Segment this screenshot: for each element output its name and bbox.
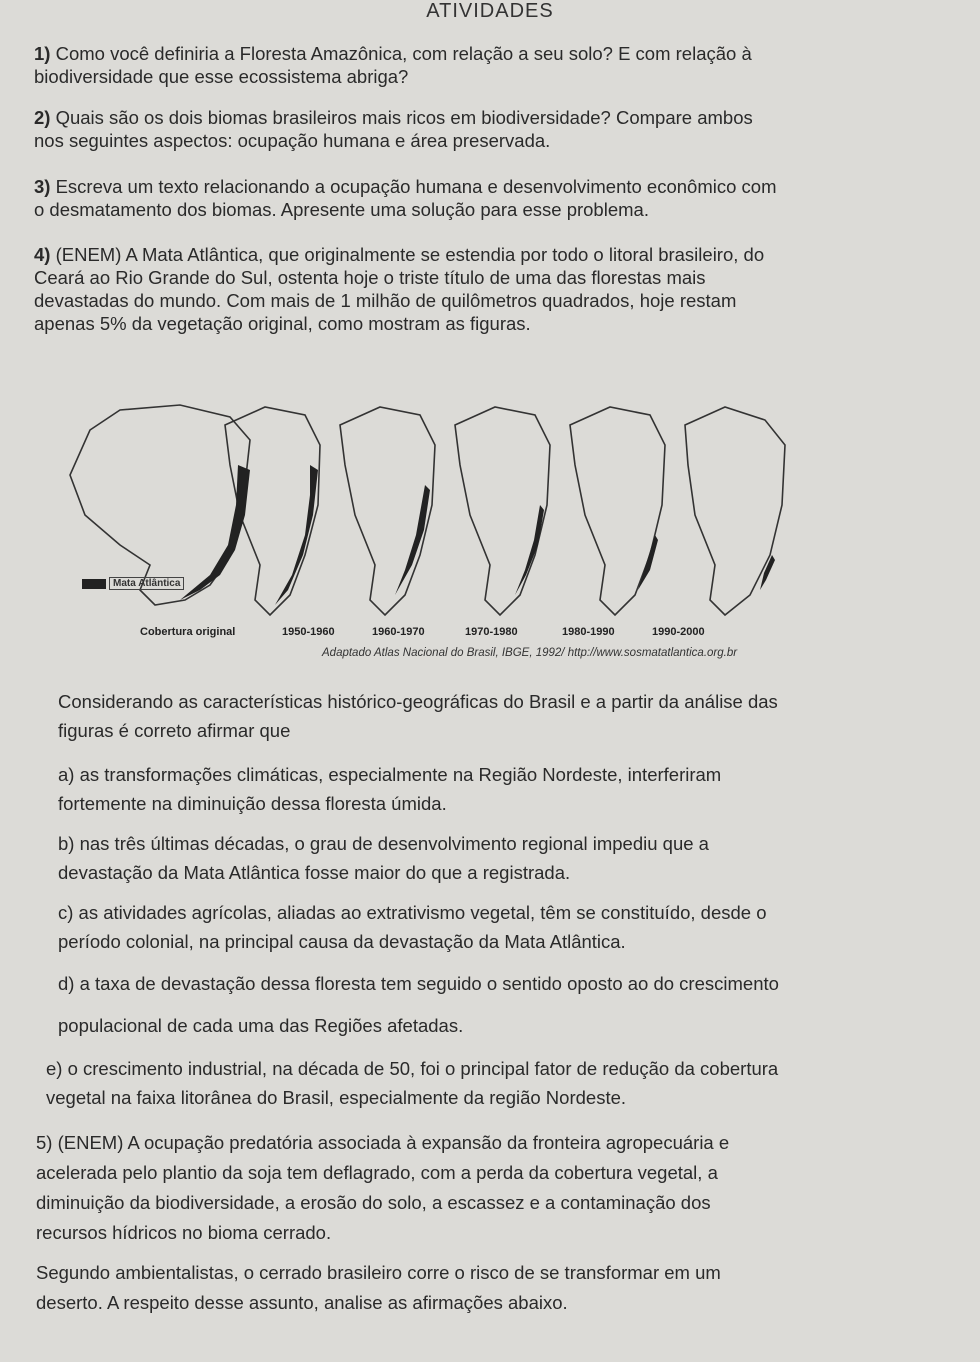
forest-coverage-1970 [515, 505, 544, 595]
map-year-label: 1990-2000 [652, 626, 705, 638]
question-text: deserto. A respeito desse assunto, analise as afirmações abaixo. [36, 1292, 568, 1313]
option-text: c) as atividades agrícolas, aliadas ao extrativismo vegetal, têm se constituído, desde o [58, 902, 767, 923]
maps-svg [60, 395, 920, 635]
option-b [58, 832, 948, 884]
legend-swatch [82, 579, 106, 589]
legend-label: Mata Atlântica [109, 577, 184, 590]
map-year-label: 1970-1980 [465, 626, 518, 638]
question-text: apenas 5% da vegetação original, como mostram as figuras. [34, 313, 531, 334]
brazil-map-1970 [455, 407, 550, 615]
question-text: recursos hídricos no bioma cerrado. [36, 1222, 332, 1243]
question-number: 4) [34, 244, 51, 265]
option-d [58, 972, 948, 1037]
question-4 [34, 243, 954, 335]
option-text: populacional de cada uma das Regiões afetadas. [58, 1015, 464, 1036]
question-number: 2) [34, 107, 51, 128]
map-year-label: 1980-1990 [562, 626, 615, 638]
option-c [58, 901, 948, 953]
forest-coverage-1960 [395, 485, 430, 595]
option-text: b) nas três últimas décadas, o grau de desenvolvimento regional impediu que a [58, 833, 709, 854]
prompt-text: Considerando as características histórico-geográficas do Brasil e a partir da análise das [58, 691, 778, 712]
brazil-map-1980 [570, 407, 665, 615]
question-text: 5) (ENEM) A ocupação predatória associada à expansão da fronteira agropecuária e [36, 1132, 730, 1153]
option-text: fortemente na diminuição dessa floresta úmida. [58, 793, 447, 814]
question-text: acelerada pelo plantio da soja tem deflagrado, com a perda da cobertura vegetal, a [36, 1162, 718, 1183]
question-number: 1) [34, 43, 51, 64]
mata-atlantica-maps-figure [60, 395, 920, 685]
forest-coverage-1950 [275, 465, 318, 605]
brazil-map-1990 [685, 407, 785, 615]
question-text: Como você definiria a Floresta Amazônica, com relação a seu solo? E com relação à [55, 43, 752, 64]
page-title: ATIVIDADES [426, 0, 554, 22]
question-text: nos seguintes aspectos: ocupação humana e área preservada. [34, 130, 551, 151]
map-year-label: 1960-1970 [372, 626, 425, 638]
question-text: Escreva um texto relacionando a ocupação humana e desenvolvimento econômico com [55, 176, 777, 197]
map-year-label: Cobertura original [140, 626, 236, 638]
prompt-text: figuras é correto afirmar que [58, 720, 291, 741]
map-legend [82, 577, 184, 590]
question-1 [34, 42, 954, 88]
brazil-map-original [70, 405, 250, 605]
option-text: a) as transformações climáticas, especialmente na Região Nordeste, interferiram [58, 764, 722, 785]
question-text: Ceará ao Rio Grande do Sul, ostenta hoje o triste título de uma das florestas mais [34, 267, 706, 288]
option-text: vegetal na faixa litorânea do Brasil, especialmente da região Nordeste. [46, 1087, 627, 1108]
option-text: d) a taxa de devastação dessa floresta tem seguido o sentido oposto ao do crescimento [58, 973, 779, 994]
figure-caption: Adaptado Atlas Nacional do Brasil, IBGE, 1992/ http://www.sosmatatlantica.org.br [322, 647, 738, 659]
option-text: devastação da Mata Atlântica fosse maior do que a registrada. [58, 862, 571, 883]
question-4-prompt [58, 690, 948, 742]
forest-coverage-1980 [638, 535, 658, 590]
option-a [58, 763, 948, 815]
question-2 [34, 106, 954, 152]
option-e [46, 1057, 951, 1109]
forest-coverage-original [180, 465, 250, 600]
question-text: Quais são os dois biomas brasileiros mais ricos em biodiversidade? Compare ambos [55, 107, 753, 128]
question-text: diminuição da biodiversidade, a erosão do solo, a escassez e a contaminação dos [36, 1192, 711, 1213]
question-number: 3) [34, 176, 51, 197]
question-3 [34, 175, 954, 221]
question-text: o desmatamento dos biomas. Apresente uma solução para esse problema. [34, 199, 649, 220]
map-year-label: 1950-1960 [282, 626, 335, 638]
question-text: Segundo ambientalistas, o cerrado brasileiro corre o risco de se transformar em um [36, 1262, 721, 1283]
option-text: período colonial, na principal causa da devastação da Mata Atlântica. [58, 931, 626, 952]
option-text: e) o crescimento industrial, na década de 50, foi o principal fator de redução da cobertura [46, 1058, 779, 1079]
question-text: (ENEM) A Mata Atlântica, que originalmente se estendia por todo o litoral brasileiro, do [55, 244, 765, 265]
question-5 [36, 1131, 951, 1315]
question-text: devastadas do mundo. Com mais de 1 milhão de quilômetros quadrados, hoje restam [34, 290, 737, 311]
question-text: biodiversidade que esse ecossistema abriga? [34, 66, 409, 87]
